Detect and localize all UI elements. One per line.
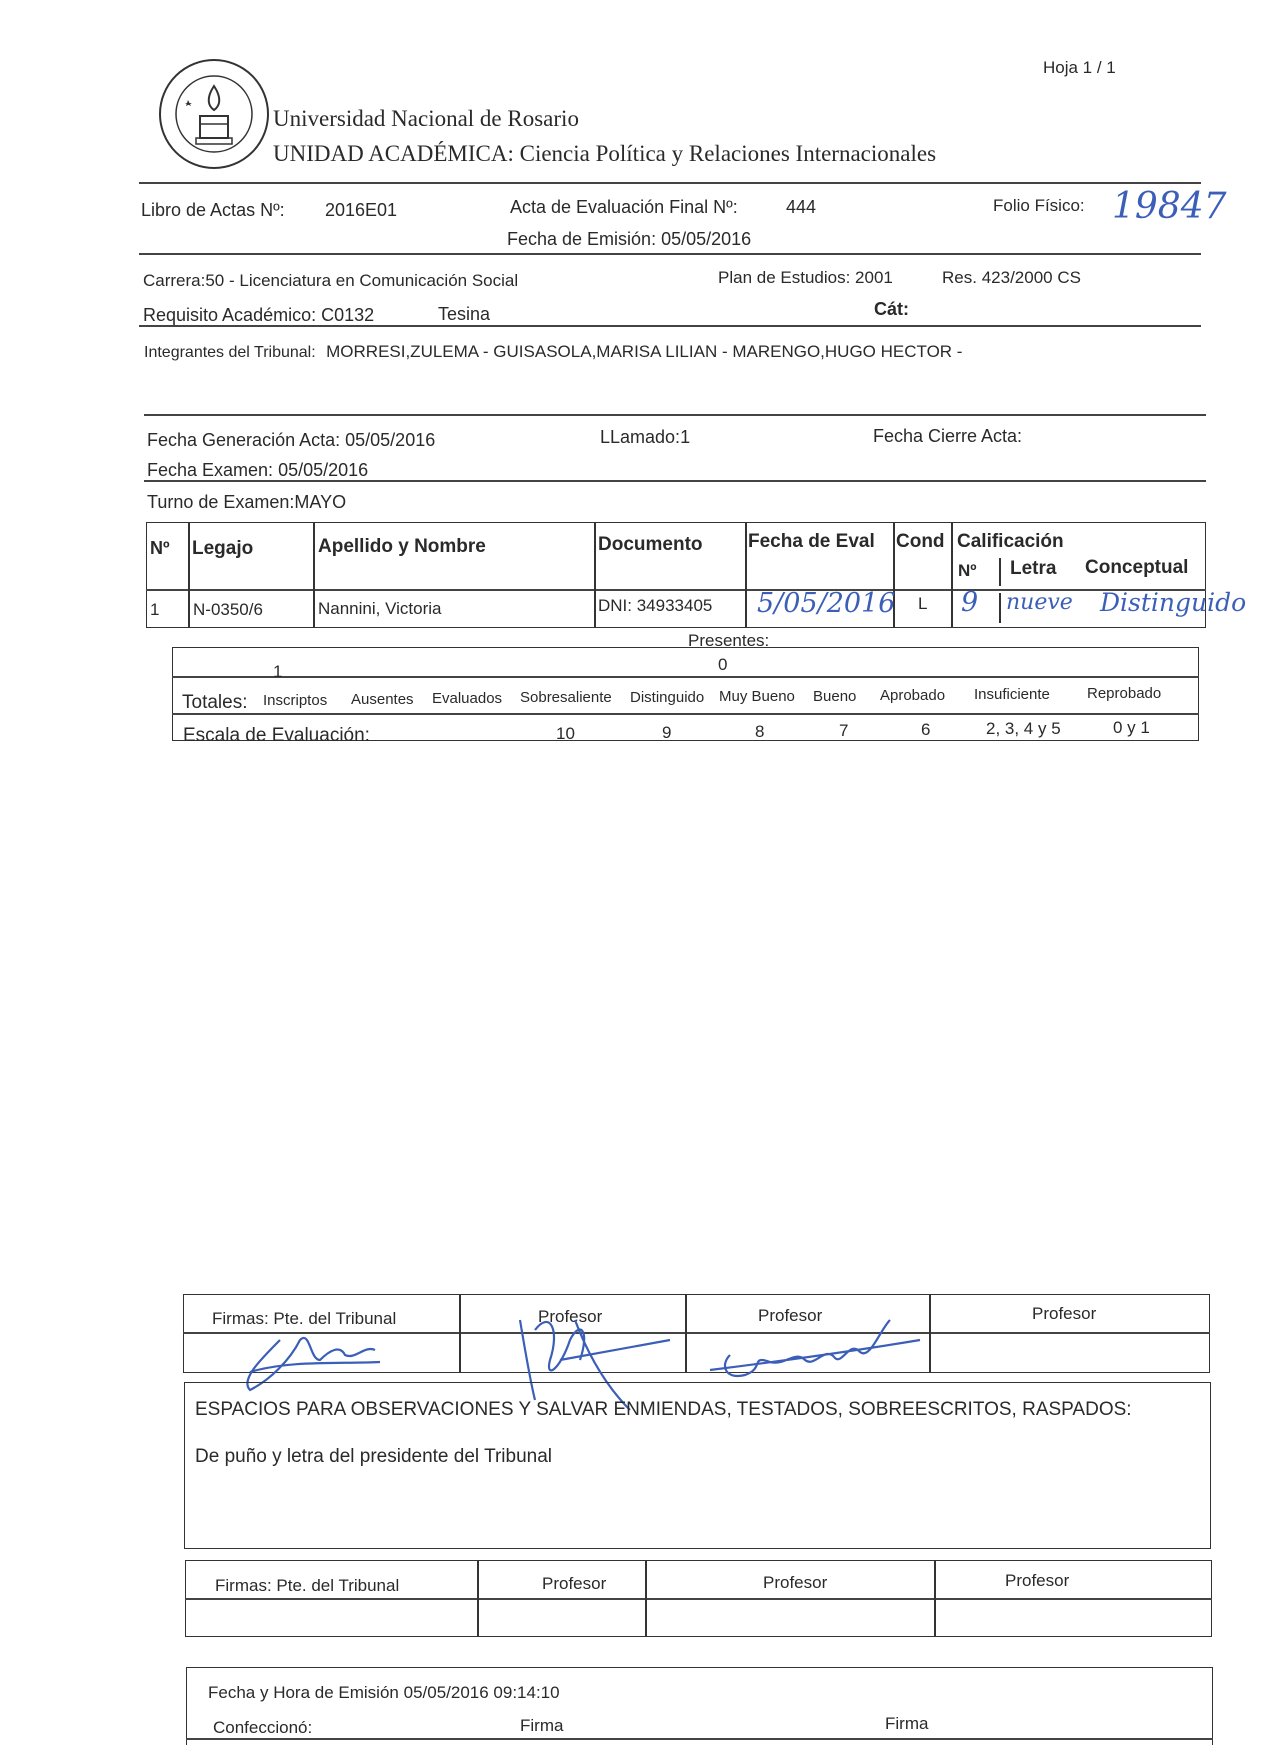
header-cal-conceptual: Conceptual [1085, 557, 1189, 578]
divider [172, 676, 1199, 678]
row-documento: DNI: 34933405 [598, 596, 713, 615]
university-seal [158, 58, 270, 170]
divider [139, 253, 1201, 255]
row-n: 1 [150, 600, 160, 619]
col-distinguido: Distinguido [630, 689, 705, 706]
cierre-label: Fecha Cierre Acta: [873, 426, 1023, 446]
firma-pte-label: Firmas: Pte. del Tribunal [212, 1309, 397, 1328]
firma2-profesor-3: Profesor [1005, 1571, 1070, 1590]
plan-label: Plan de Estudios: [718, 268, 851, 287]
libro-value: 2016E01 [325, 200, 398, 220]
divider [139, 182, 1201, 184]
requisito-code: C0132 [321, 305, 375, 325]
sheet-number: Hoja 1 / 1 [1043, 58, 1116, 77]
requisito-label: Requisito Académico: [143, 305, 317, 325]
emision-value: 05/05/2016 [661, 229, 752, 249]
turno-label: Turno de Examen: [147, 492, 295, 512]
col-bueno: Bueno [813, 688, 857, 705]
header-cal-letra: Letra [1010, 558, 1057, 579]
header-n: Nº [150, 538, 170, 558]
divider [172, 713, 1199, 715]
firma2-pte-label: Firmas: Pte. del Tribunal [215, 1576, 400, 1595]
row-nota: 9 [961, 587, 979, 618]
folio-value: 19847 [1112, 186, 1227, 227]
examen-label: Fecha Examen: [147, 460, 274, 480]
footer-firma-1: Firma [520, 1716, 564, 1735]
firma2-profesor-2: Profesor [763, 1573, 828, 1592]
divider [139, 325, 1201, 327]
divider [185, 1598, 1212, 1600]
header-cond: Cond [896, 531, 945, 552]
row-cond: L [918, 594, 928, 613]
totales-label: Totales: [182, 692, 248, 713]
observaciones-subtitle: De puño y letra del presidente del Tribunal [195, 1446, 553, 1467]
header-nombre: Apellido y Nombre [318, 536, 486, 557]
escala-insuficiente: 2, 3, 4 y 5 [986, 719, 1061, 738]
tribunal-label: Integrantes del Tribunal: [144, 344, 316, 361]
footer-emision-value: 05/05/2016 09:14:10 [403, 1683, 560, 1702]
row-legajo: N-0350/6 [193, 600, 263, 619]
inscriptos-value: 1 [273, 662, 283, 681]
divider [186, 1738, 1213, 1740]
row-conceptual: Distinguido [1100, 588, 1247, 617]
firma-profesor-2: Profesor [758, 1306, 823, 1325]
escala-aprobado: 6 [921, 720, 931, 739]
col-inscriptos: Inscriptos [263, 692, 328, 709]
firma2-profesor-1: Profesor [542, 1574, 607, 1593]
col-aprobado: Aprobado [880, 687, 946, 704]
folio-label: Folio Físico: [993, 196, 1085, 215]
turno-value: MAYO [294, 492, 347, 512]
escala-label: Escala de Evaluación: [183, 725, 370, 746]
generacion-value: 05/05/2016 [345, 430, 436, 450]
tribunal-value: MORRESI,ZULEMA - GUISASOLA,MARISA LILIAN - MARENGO,HUGO HECTOR - [326, 342, 963, 361]
academic-unit: UNIDAD ACADÉMICA: Ciencia Política y Relaciones Internacionales [273, 141, 937, 166]
requisito-name: Tesina [438, 304, 491, 324]
footer-box [186, 1667, 1213, 1745]
cat-label: Cát: [874, 299, 909, 319]
col-ausentes: Ausentes [351, 691, 414, 708]
carrera: Carrera:50 - Licenciatura en Comunicación Social [143, 271, 519, 290]
llamado-label: LLamado: [600, 427, 681, 447]
escala-distinguido: 9 [662, 723, 672, 742]
divider [144, 480, 1206, 482]
plan-value: 2001 [855, 268, 893, 287]
confecciono-label: Confeccionó: [213, 1718, 313, 1737]
ausentes-value: 0 [718, 655, 728, 674]
divider [144, 414, 1206, 416]
col-muy-bueno: Muy Bueno [719, 688, 795, 705]
row-nombre: Nannini, Victoria [318, 599, 442, 618]
row-fecha: 5/05/2016 [757, 588, 896, 619]
footer-firma-2: Firma [885, 1714, 929, 1733]
observaciones-title: ESPACIOS PARA OBSERVACIONES Y SALVAR ENMIENDAS, TESTADOS, SOBREESCRITOS, RASPADOS: [195, 1399, 1132, 1420]
col-reprobado: Reprobado [1087, 685, 1162, 702]
col-evaluados: Evaluados [432, 690, 503, 707]
col-insuficiente: Insuficiente [974, 686, 1050, 703]
firma-profesor-1: Profesor [538, 1307, 603, 1326]
header-cal-n: Nº [958, 561, 977, 580]
res-label: Res. [942, 268, 977, 287]
footer-emision-label: Fecha y Hora de Emisión [208, 1683, 399, 1702]
firma-profesor-3: Profesor [1032, 1304, 1097, 1323]
escala-bueno: 7 [839, 721, 849, 740]
llamado-value: 1 [680, 427, 691, 447]
header-legajo: Legajo [192, 538, 254, 559]
escala-sobresaliente: 10 [556, 724, 575, 743]
examen-value: 05/05/2016 [278, 460, 369, 480]
libro-label: Libro de Actas Nº: [141, 200, 285, 220]
res-value: 423/2000 CS [981, 268, 1081, 287]
escala-muy-bueno: 8 [755, 722, 765, 741]
university-name: Universidad Nacional de Rosario [273, 106, 579, 131]
generacion-label: Fecha Generación Acta: [147, 430, 341, 450]
acta-label: Acta de Evaluación Final Nº: [510, 197, 738, 217]
header-fecha: Fecha de Eval [748, 531, 875, 552]
escala-reprobado: 0 y 1 [1113, 718, 1150, 737]
header-documento: Documento [598, 534, 703, 555]
col-sobresaliente: Sobresaliente [520, 689, 612, 706]
presentes-label: Presentes: [688, 631, 770, 650]
row-letra: nueve [1006, 590, 1073, 615]
emision-label: Fecha de Emisión: [507, 229, 657, 249]
seal-icon [158, 58, 270, 170]
header-calificacion: Calificación [957, 531, 1064, 552]
acta-value: 444 [786, 197, 817, 217]
